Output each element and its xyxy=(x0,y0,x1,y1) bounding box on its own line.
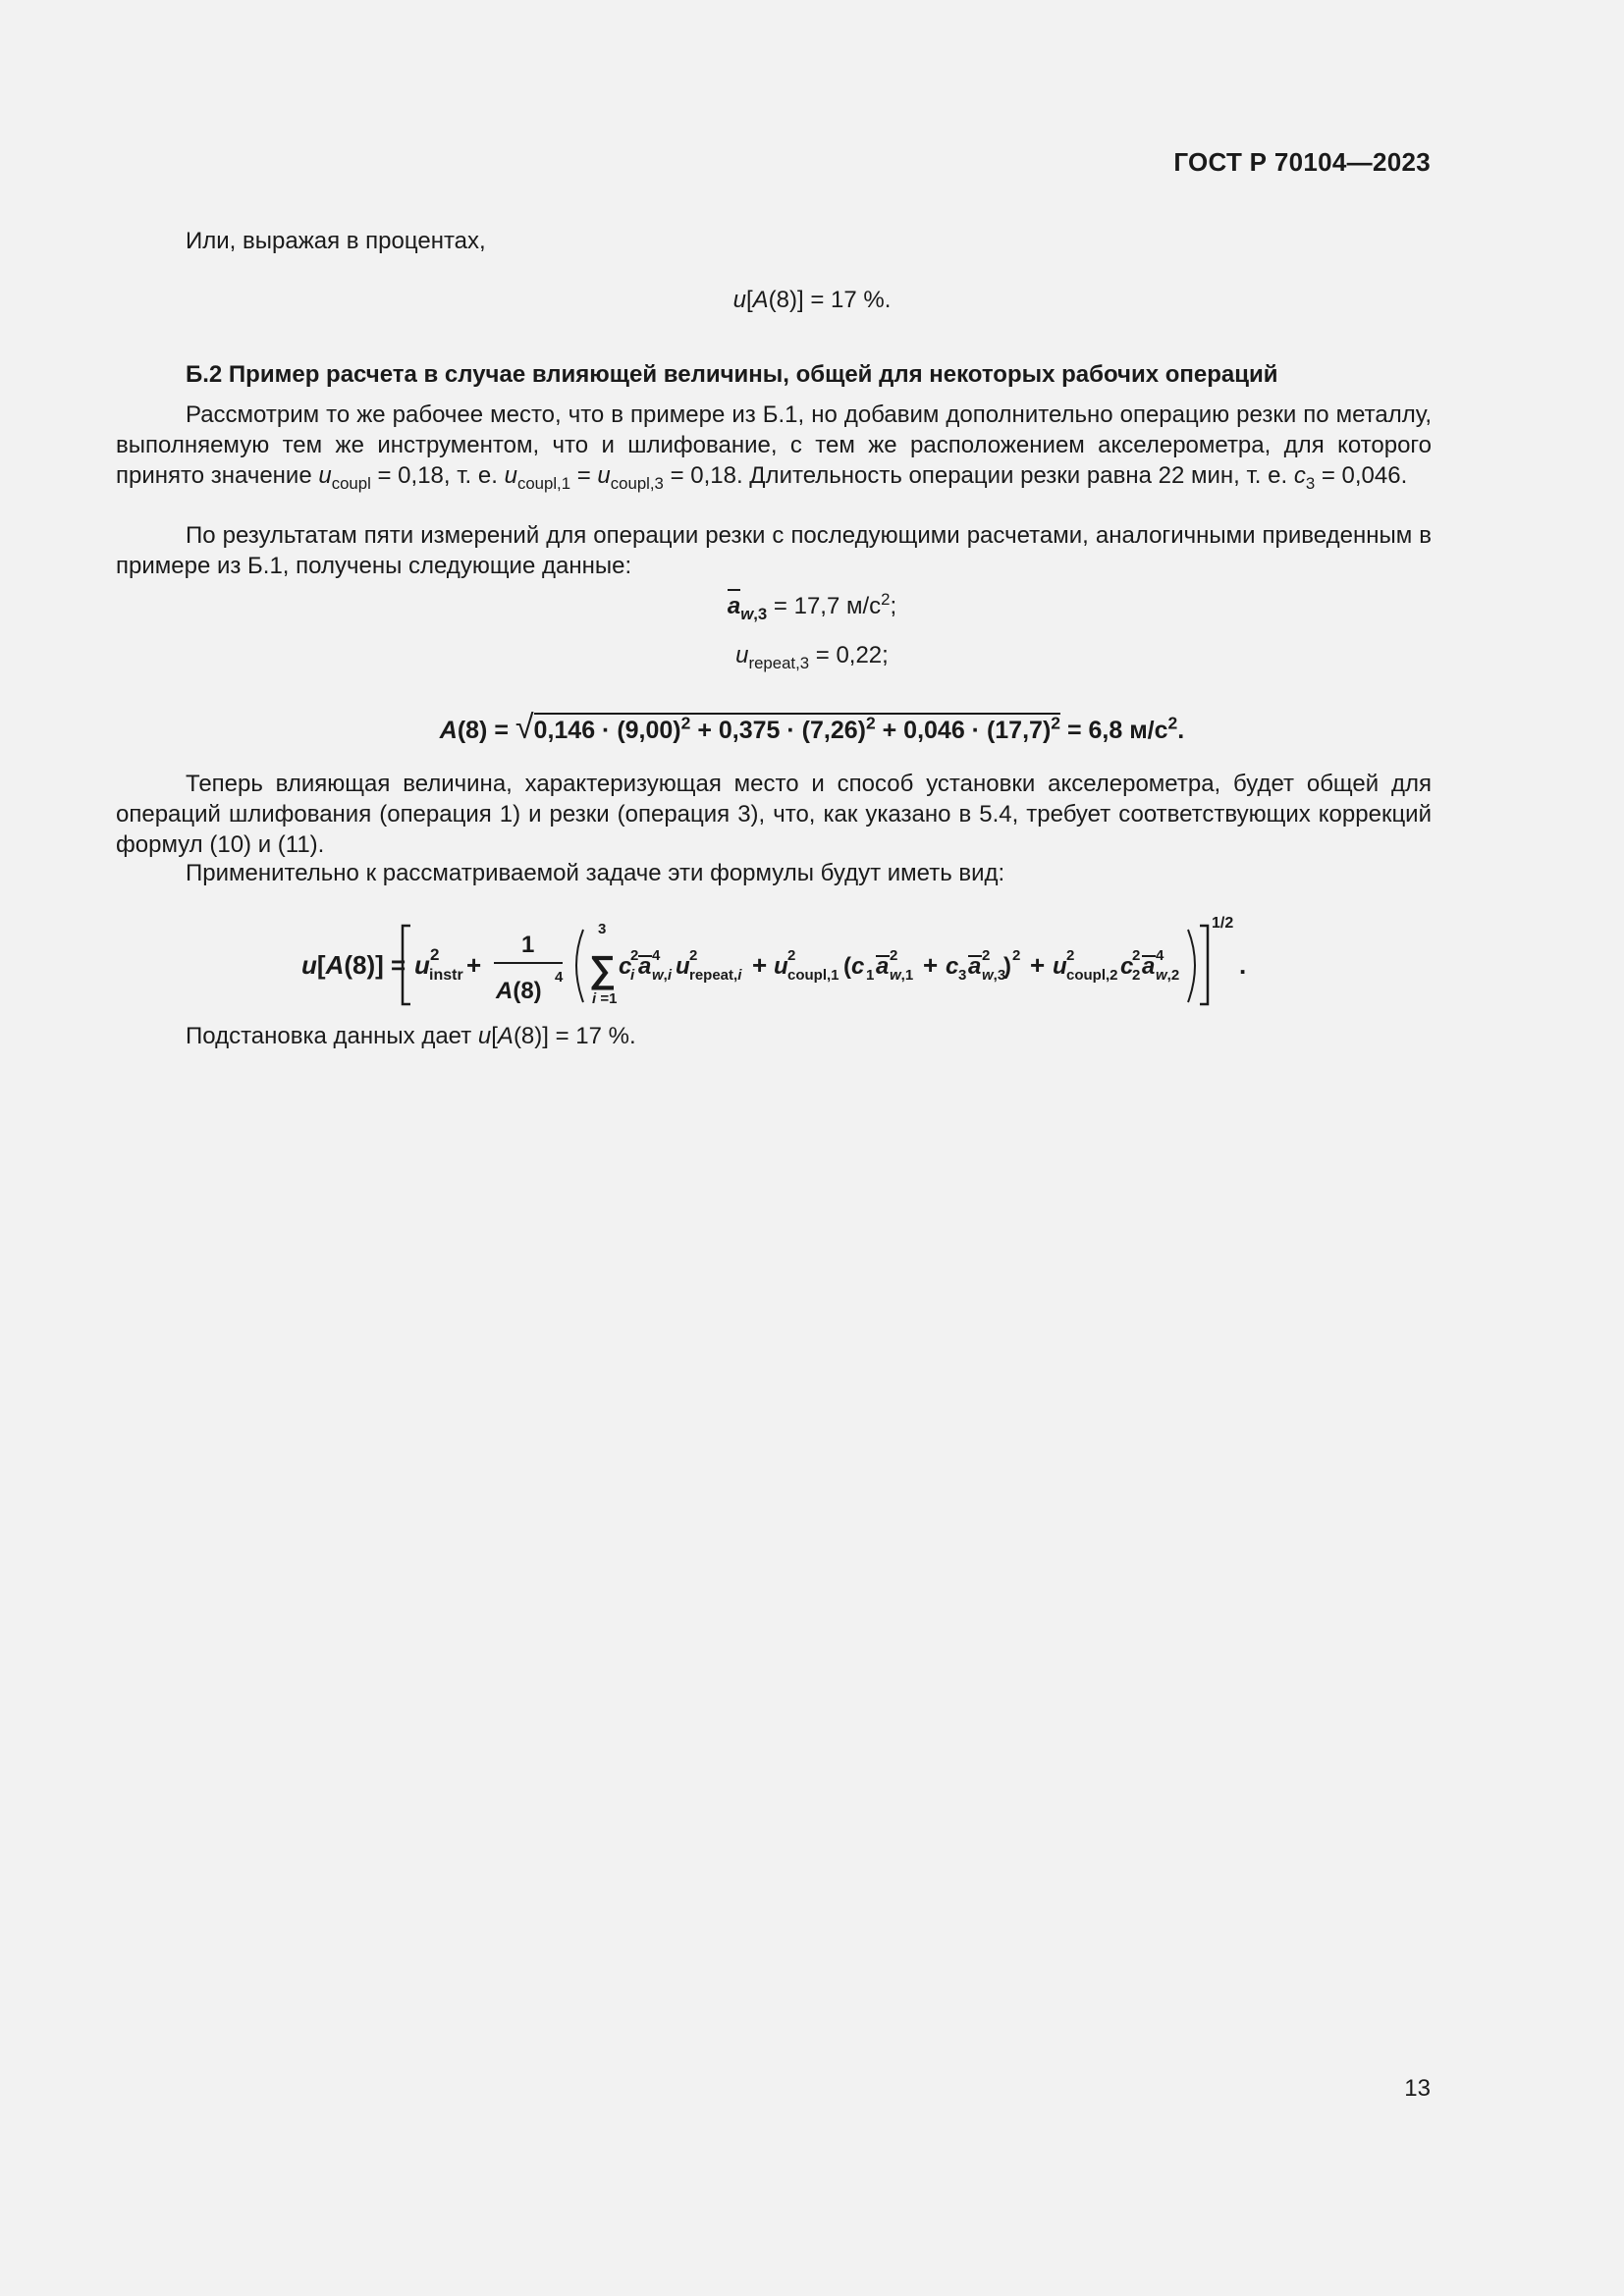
svg-text:a: a xyxy=(638,953,652,980)
section-b2-title: Б.2 Пример расчета в случае влияющей величины, общей для некоторых рабочих операций xyxy=(186,361,1278,388)
svg-text:.: . xyxy=(1239,950,1247,980)
svg-text:4: 4 xyxy=(1156,947,1164,964)
svg-text:i: i xyxy=(630,967,635,984)
svg-text:2: 2 xyxy=(787,947,796,964)
svg-text:): ) xyxy=(1003,953,1011,980)
page-number: 13 xyxy=(1404,2075,1431,2102)
svg-text:+: + xyxy=(466,950,482,980)
svg-text:2: 2 xyxy=(1066,947,1075,964)
para-2: По результатам пяти измерений для операции резки с последующими расчетами, аналогичными приведенным в примере из Б.1, получены следующие данные: xyxy=(116,522,1432,579)
svg-text:+: + xyxy=(1030,950,1046,980)
uncertainty-formula xyxy=(0,908,1624,1016)
equation-aw3: $a_{w,3} = 17,7$ $м/с^2$; xyxy=(727,589,897,623)
svg-text:u[A(8)] =: u[A(8)] = xyxy=(301,950,406,980)
svg-text:u: u xyxy=(676,953,690,980)
para-3: Теперь влияющая величина, характеризующая место и способ установки акселерометра, будет общей для операций шлифования (операция 1) и резки (операция 3), что, как указано в 5.4, требует соответствующих коррекций формул (10) и (11). xyxy=(116,771,1432,858)
svg-text:u: u xyxy=(414,950,430,980)
para-1: Рассмотрим то же рабочее место, что в примере из Б.1, но добавим дополнительно операцию резки по металлу, выполняемую тем же инструментом, что и шлифование, с тем же расположением акселерометра, для которого принято значение $u_{coupl} = 0,18$, т. е. $u_{coupl,1} = u_{coupl,3} = 0,18$. Длительность операции резки равна 22 мин, т. е. $c_3 = 0,046$. xyxy=(116,401,1432,493)
svg-text:w,3: w,3 xyxy=(982,967,1006,984)
document-code: ГОСТ Р 70104—2023 xyxy=(1173,147,1431,177)
svg-text:1: 1 xyxy=(521,932,535,958)
svg-text:+: + xyxy=(752,950,768,980)
svg-text:coupl,2: coupl,2 xyxy=(1066,967,1118,984)
svg-text:w,i: w,i xyxy=(652,967,673,984)
svg-text:2: 2 xyxy=(1132,967,1141,984)
svg-text:a: a xyxy=(1142,953,1156,980)
intro-line: Или, выражая в процентах, xyxy=(186,228,486,254)
equation-A8: $A(8) = √0,146 \cdot (9,00)^2 + 0,375 \cdot (7,26)^2 + 0,046 \cdot (17,7)^2 = 6,8$ $м/с^2$. xyxy=(439,709,1185,746)
svg-text:(c: (c xyxy=(843,953,865,980)
para-4: Применительно к рассматриваемой задаче эти формулы будут иметь вид: xyxy=(186,860,1005,886)
svg-text:i =1: i =1 xyxy=(592,990,618,1007)
svg-text:2: 2 xyxy=(890,947,898,964)
svg-text:c: c xyxy=(619,953,632,980)
result-percent: u[A(8)] = 17 %. xyxy=(732,287,892,313)
conclusion: Подстановка данных дает u[A(8)] = 17 %. xyxy=(186,1023,636,1049)
svg-text:1: 1 xyxy=(866,967,875,984)
svg-text:c: c xyxy=(1120,953,1134,980)
svg-text:2: 2 xyxy=(689,947,698,964)
svg-text:u: u xyxy=(774,953,788,980)
svg-text:+: + xyxy=(923,950,939,980)
svg-text:instr: instr xyxy=(429,967,463,984)
svg-text:2: 2 xyxy=(1132,947,1141,964)
equation-urepeat3: $u_{repeat,3} = 0,22$; xyxy=(735,642,889,672)
svg-text:4: 4 xyxy=(555,969,564,986)
svg-text:w,1: w,1 xyxy=(890,967,914,984)
svg-text:c: c xyxy=(946,953,959,980)
svg-text:3: 3 xyxy=(598,921,607,937)
svg-text:u: u xyxy=(1053,953,1067,980)
svg-text:∑: ∑ xyxy=(589,949,617,990)
svg-text:2: 2 xyxy=(1012,947,1021,964)
svg-text:repeat,i: repeat,i xyxy=(689,967,742,984)
svg-text:4: 4 xyxy=(652,947,661,964)
svg-text:w,2: w,2 xyxy=(1156,967,1180,984)
svg-text:1/2: 1/2 xyxy=(1212,915,1234,932)
svg-text:A(8): A(8) xyxy=(496,978,542,1004)
svg-text:3: 3 xyxy=(958,967,967,984)
svg-text:2: 2 xyxy=(430,945,440,964)
svg-text:a: a xyxy=(968,953,982,980)
svg-text:2: 2 xyxy=(630,947,639,964)
svg-text:2: 2 xyxy=(982,947,991,964)
svg-text:coupl,1: coupl,1 xyxy=(787,967,839,984)
svg-text:a: a xyxy=(876,953,890,980)
